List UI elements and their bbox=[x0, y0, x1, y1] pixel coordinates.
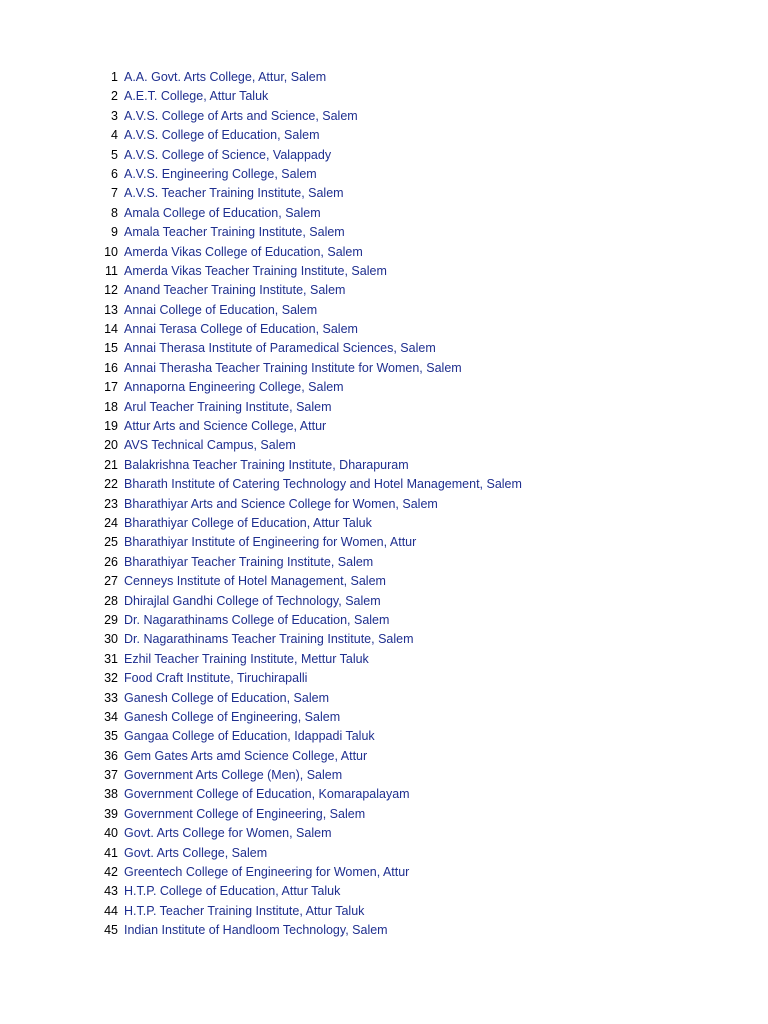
college-link[interactable]: A.A. Govt. Arts College, Attur, Salem bbox=[124, 70, 327, 84]
list-item bbox=[0, 398, 522, 417]
item-number: 20 bbox=[104, 438, 118, 453]
college-link[interactable]: Amala Teacher Training Institute, Salem bbox=[124, 225, 345, 240]
college-link[interactable]: Bharathiyar Teacher Training Institute, Salem bbox=[124, 554, 374, 569]
item-number: 30 bbox=[104, 632, 118, 647]
list-item bbox=[0, 592, 522, 611]
college-link[interactable]: Attur Arts and Science College, Attur bbox=[124, 419, 327, 434]
item-number: 23 bbox=[104, 496, 118, 511]
item-number: 40 bbox=[104, 826, 118, 841]
item-number: 38 bbox=[104, 787, 118, 802]
list-item bbox=[0, 572, 522, 591]
item-number: 29 bbox=[104, 612, 118, 627]
college-link[interactable]: H.T.P. Teacher Training Institute, Attur Taluk bbox=[124, 903, 365, 918]
college-link[interactable]: Greentech College of Engineering for Women, Attur bbox=[124, 865, 410, 880]
list-item bbox=[0, 436, 522, 455]
list-item bbox=[0, 378, 522, 397]
college-link[interactable]: Bharathiyar College of Education, Attur Taluk bbox=[124, 515, 372, 530]
college-link[interactable]: Ganesh College of Education, Salem bbox=[124, 690, 329, 705]
item-number: 31 bbox=[104, 651, 118, 666]
item-number: 5 bbox=[111, 147, 118, 162]
list-item bbox=[0, 320, 522, 339]
item-number: 28 bbox=[104, 593, 118, 608]
item-number: 42 bbox=[104, 865, 118, 880]
list-item bbox=[0, 495, 522, 514]
list-item bbox=[0, 805, 522, 824]
list-item bbox=[0, 165, 522, 184]
college-link[interactable]: Annai Terasa College of Education, Salem bbox=[124, 322, 358, 337]
college-link[interactable]: Food Craft Institute, Tiruchirapalli bbox=[124, 671, 308, 686]
list-item bbox=[0, 863, 522, 882]
college-link[interactable]: Annai College of Education, Salem bbox=[124, 302, 318, 317]
list-item bbox=[0, 747, 522, 766]
college-link[interactable]: A.V.S. College of Arts and Science, Salem bbox=[124, 108, 358, 123]
list-item bbox=[0, 689, 522, 708]
college-link[interactable]: Government College of Engineering, Salem bbox=[124, 806, 366, 821]
college-link[interactable]: Dhirajlal Gandhi College of Technology, Salem bbox=[124, 593, 381, 608]
college-link[interactable]: Amerda Vikas College of Education, Salem bbox=[124, 244, 363, 259]
list-item bbox=[0, 456, 522, 475]
item-number: 14 bbox=[104, 322, 118, 337]
college-link[interactable]: AVS Technical Campus, Salem bbox=[124, 438, 296, 453]
college-link[interactable]: A.V.S. Engineering College, Salem bbox=[124, 166, 317, 181]
list-item bbox=[0, 650, 522, 669]
college-link[interactable]: Annai Therasa Institute of Paramedical Sciences, Salem bbox=[124, 341, 436, 356]
list-item bbox=[0, 223, 522, 242]
college-link[interactable]: A.V.S. Teacher Training Institute, Salem bbox=[124, 186, 344, 201]
list-item bbox=[0, 785, 522, 804]
college-link[interactable]: Cenneys Institute of Hotel Management, Salem bbox=[124, 574, 386, 589]
college-list bbox=[0, 68, 522, 941]
college-link[interactable]: Anand Teacher Training Institute, Salem bbox=[124, 283, 346, 298]
list-item bbox=[0, 708, 522, 727]
item-number: 1 bbox=[111, 70, 118, 84]
list-item bbox=[0, 514, 522, 533]
item-number: 43 bbox=[104, 884, 118, 899]
list-item bbox=[0, 611, 522, 630]
college-link[interactable]: Govt. Arts College, Salem bbox=[124, 845, 268, 860]
list-item bbox=[0, 630, 522, 649]
item-number: 21 bbox=[104, 457, 118, 472]
list-item bbox=[0, 262, 522, 281]
item-number: 15 bbox=[104, 341, 118, 356]
item-number: 27 bbox=[104, 574, 118, 589]
list-item bbox=[0, 184, 522, 203]
item-number: 35 bbox=[104, 729, 118, 744]
item-number: 37 bbox=[104, 768, 118, 783]
college-link[interactable]: Dr. Nagarathinams Teacher Training Institute, Salem bbox=[124, 632, 414, 647]
item-number: 26 bbox=[104, 554, 118, 569]
list-item bbox=[0, 126, 522, 145]
college-link[interactable]: Govt. Arts College for Women, Salem bbox=[124, 826, 332, 841]
list-item bbox=[0, 533, 522, 552]
college-link[interactable]: Indian Institute of Handloom Technology, Salem bbox=[124, 923, 388, 938]
college-link[interactable]: A.E.T. College, Attur Taluk bbox=[124, 89, 269, 104]
item-number: 9 bbox=[111, 225, 118, 240]
item-number: 22 bbox=[104, 477, 118, 492]
list-item bbox=[0, 921, 522, 940]
item-number: 2 bbox=[111, 89, 118, 104]
item-number: 4 bbox=[111, 128, 118, 143]
item-number: 33 bbox=[104, 690, 118, 705]
item-number: 32 bbox=[104, 671, 118, 686]
college-link[interactable]: Dr. Nagarathinams College of Education, Salem bbox=[124, 612, 390, 627]
college-link[interactable]: H.T.P. College of Education, Attur Taluk bbox=[124, 884, 341, 899]
list-item bbox=[0, 243, 522, 262]
college-link[interactable]: Bharathiyar Institute of Engineering for Women, Attur bbox=[124, 535, 417, 550]
college-link[interactable]: A.V.S. College of Education, Salem bbox=[124, 128, 320, 143]
item-number: 17 bbox=[104, 380, 118, 395]
item-number: 8 bbox=[111, 205, 118, 220]
item-number: 12 bbox=[104, 283, 118, 298]
college-link[interactable]: Ganesh College of Engineering, Salem bbox=[124, 709, 341, 724]
college-link[interactable]: Gangaa College of Education, Idappadi Taluk bbox=[124, 729, 375, 744]
college-link[interactable]: Bharath Institute of Catering Technology and Hotel Management, Salem bbox=[124, 477, 522, 492]
list-item bbox=[0, 553, 522, 572]
item-number: 34 bbox=[104, 709, 118, 724]
item-number: 16 bbox=[104, 360, 118, 375]
item-number: 45 bbox=[104, 923, 118, 938]
item-number: 3 bbox=[111, 108, 118, 123]
college-link[interactable]: Government College of Education, Komarapalayam bbox=[124, 787, 410, 802]
college-link[interactable]: Annai Therasha Teacher Training Institute for Women, Salem bbox=[124, 360, 462, 375]
list-item bbox=[0, 844, 522, 863]
list-item bbox=[0, 824, 522, 843]
list-item bbox=[0, 359, 522, 378]
list-item bbox=[0, 669, 522, 688]
item-number: 39 bbox=[104, 806, 118, 821]
item-number: 44 bbox=[104, 903, 118, 918]
item-number: 10 bbox=[104, 244, 118, 259]
list-item bbox=[0, 301, 522, 320]
college-link[interactable]: A.V.S. College of Science, Valappady bbox=[124, 147, 332, 162]
item-number: 41 bbox=[104, 845, 118, 860]
list-item bbox=[0, 87, 522, 106]
list-item bbox=[0, 339, 522, 358]
list-item bbox=[0, 417, 522, 436]
list-item bbox=[0, 727, 522, 746]
list-item bbox=[0, 146, 522, 165]
list-item bbox=[0, 902, 522, 921]
list-item bbox=[0, 68, 522, 87]
college-link[interactable]: Gem Gates Arts amd Science College, Attur bbox=[124, 748, 368, 763]
college-link[interactable]: Amerda Vikas Teacher Training Institute, Salem bbox=[124, 263, 387, 278]
item-number: 24 bbox=[104, 515, 118, 530]
college-link[interactable]: Government Arts College (Men), Salem bbox=[124, 768, 343, 783]
college-link[interactable]: Amala College of Education, Salem bbox=[124, 205, 321, 220]
list-item bbox=[0, 281, 522, 300]
college-link[interactable]: Bharathiyar Arts and Science College for Women, Salem bbox=[124, 496, 438, 511]
list-item bbox=[0, 766, 522, 785]
list-item bbox=[0, 475, 522, 494]
item-number: 19 bbox=[104, 419, 118, 434]
college-link[interactable]: Ezhil Teacher Training Institute, Mettur Taluk bbox=[124, 651, 369, 666]
item-number: 18 bbox=[104, 399, 118, 414]
item-number: 6 bbox=[111, 166, 118, 181]
item-number: 25 bbox=[104, 535, 118, 550]
list-item bbox=[0, 107, 522, 126]
item-number: 11 bbox=[105, 263, 118, 278]
list-item bbox=[0, 204, 522, 223]
list-item bbox=[0, 882, 522, 901]
item-number: 7 bbox=[111, 186, 118, 201]
college-link[interactable]: Annaporna Engineering College, Salem bbox=[124, 380, 344, 395]
item-number: 13 bbox=[104, 302, 118, 317]
item-number: 36 bbox=[104, 748, 118, 763]
college-link[interactable]: Balakrishna Teacher Training Institute, Dharapuram bbox=[124, 457, 409, 472]
college-link[interactable]: Arul Teacher Training Institute, Salem bbox=[124, 399, 332, 414]
